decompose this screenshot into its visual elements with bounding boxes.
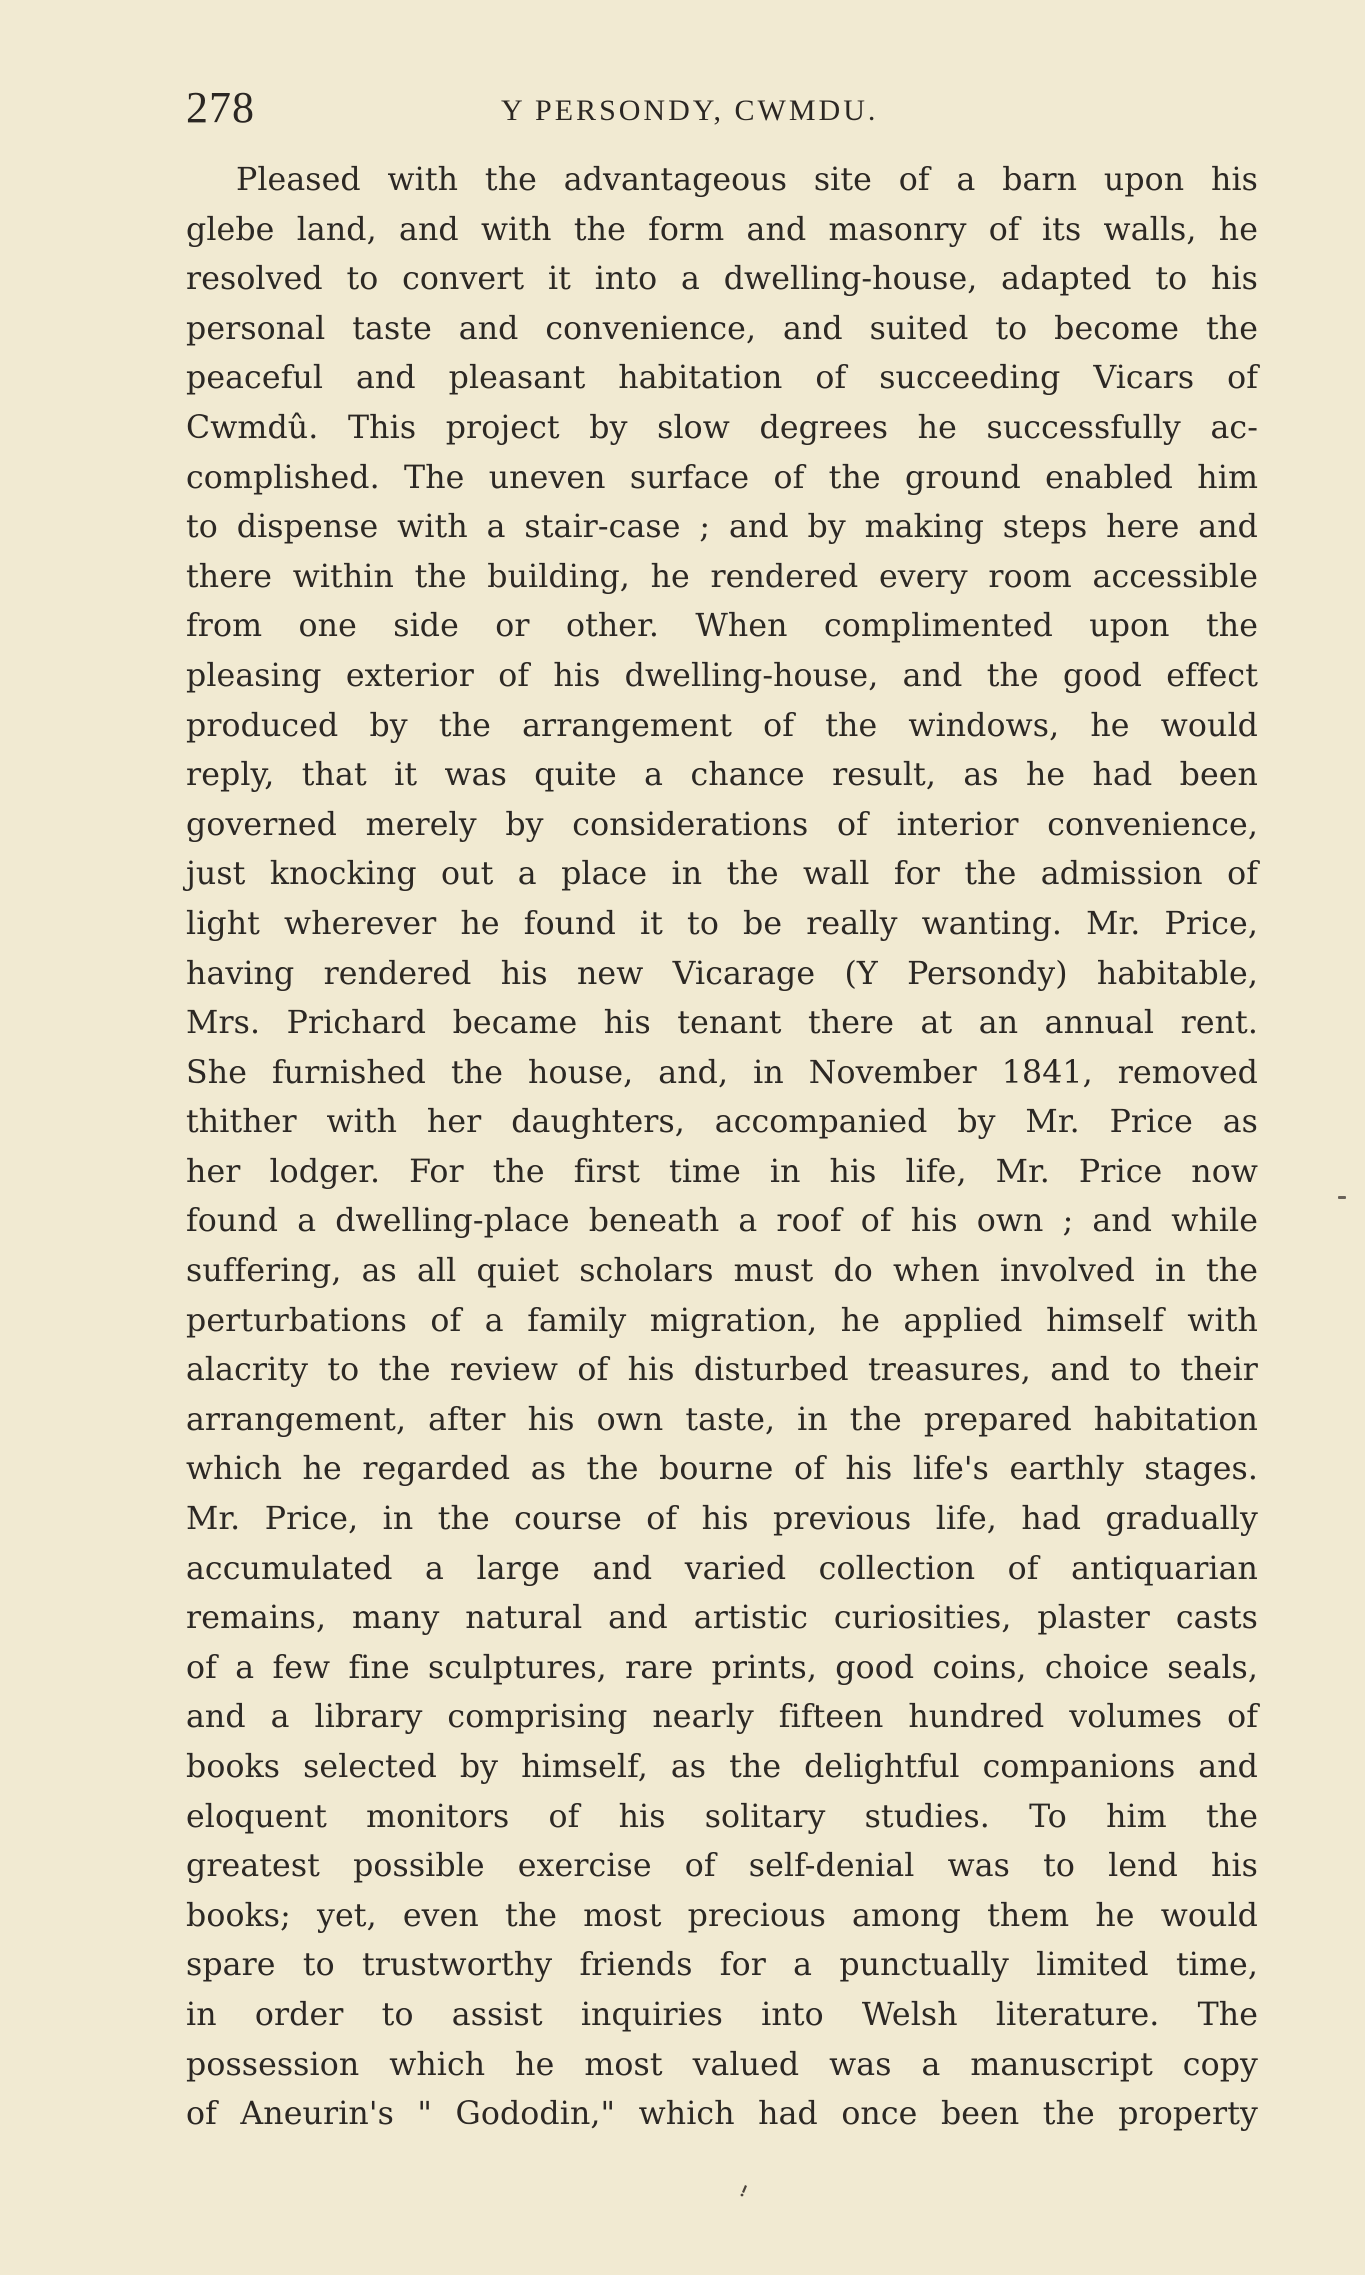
text-line: eloquent monitors of his solitary studies. To him the xyxy=(186,1798,1258,1835)
text-line: Cwmdû. This project by slow degrees he successfully ac- xyxy=(186,409,1258,446)
page-header xyxy=(186,82,1256,142)
text-line: just knocking out a place in the wall for the admission of xyxy=(186,856,1258,893)
text-line: having rendered his new Vicarage (Y Persondy) habitable, xyxy=(186,955,1258,992)
text-line: resolved to convert it into a dwelling-house, adapted to his xyxy=(186,261,1258,298)
text-line: greatest possible exercise of self-denial was to lend his xyxy=(186,1848,1258,1885)
text-line: her lodger. For the first time in his life, Mr. Price now xyxy=(186,1153,1258,1190)
text-line: in order to assist inquiries into Welsh literature. The xyxy=(186,1996,1258,2033)
text-line: books selected by himself, as the delightful companions and xyxy=(186,1749,1258,1785)
text-line: to dispense with a stair-case ; and by making steps here and xyxy=(186,509,1258,546)
text-line: of a few fine sculptures, rare prints, good coins, choice seals, xyxy=(186,1649,1258,1686)
ink-speck xyxy=(739,2184,749,2198)
text-line: accumulated a large and varied collection of antiquarian xyxy=(186,1550,1258,1587)
text-line: personal taste and convenience, and suited to become the xyxy=(186,310,1258,347)
text-line: complished. The uneven surface of the ground enabled him xyxy=(186,459,1258,496)
text-line: spare to trustworthy friends for a punctually limited time, xyxy=(186,1947,1258,1984)
text-line: from one side or other. When complimented upon the xyxy=(186,608,1258,645)
text-line: She furnished the house, and, in November 1841, removed xyxy=(186,1054,1258,1091)
text-line: governed merely by considerations of interior convenience, xyxy=(186,806,1258,843)
text-line: Pleased with the advantageous site of a barn upon his xyxy=(236,162,1258,198)
text-line: produced by the arrangement of the windows, he would xyxy=(186,707,1258,744)
text-line: there within the building, he rendered every room accessible xyxy=(186,558,1258,595)
text-line: thither with her daughters, accompanied by Mr. Price as xyxy=(186,1104,1258,1141)
text-line: arrangement, after his own taste, in the prepared habitation xyxy=(186,1401,1258,1438)
text-line: books; yet, even the most precious among them he would xyxy=(186,1897,1258,1934)
text-line: alacrity to the review of his disturbed treasures, and to their xyxy=(186,1352,1258,1389)
text-line: peaceful and pleasant habitation of succeeding Vicars of xyxy=(186,360,1258,397)
text-line: found a dwelling-place beneath a roof of his own ; and while xyxy=(186,1203,1258,1240)
text-line: pleasing exterior of his dwelling-house, and the good effect xyxy=(186,657,1258,694)
text-line: of Aneurin's " Gododin," which had once been the property xyxy=(186,2096,1258,2133)
text-line: possession which he most valued was a manuscript copy xyxy=(186,2046,1258,2083)
page-number: 278 xyxy=(186,83,255,132)
text-line: glebe land, and with the form and masonry of its walls, he xyxy=(186,211,1258,248)
text-line: remains, many natural and artistic curiosities, plaster casts xyxy=(186,1600,1258,1637)
text-line: light wherever he found it to be really wanting. Mr. Price, xyxy=(186,905,1258,942)
body-paragraph xyxy=(186,156,1258,2140)
margin-mark xyxy=(1338,1196,1346,1199)
text-line: suffering, as all quiet scholars must do when involved in the xyxy=(186,1253,1258,1290)
text-line: which he regarded as the bourne of his life's earthly stages. xyxy=(186,1451,1258,1488)
text-line: and a library comprising nearly fifteen hundred volumes of xyxy=(186,1699,1258,1736)
running-title: Y PERSONDY, CWMDU. xyxy=(501,94,879,127)
text-line: perturbations of a family migration, he applied himself with xyxy=(186,1302,1258,1339)
text-line: Mr. Price, in the course of his previous life, had gradually xyxy=(186,1501,1258,1538)
text-line: reply, that it was quite a chance result, as he had been xyxy=(186,757,1258,794)
text-line: Mrs. Prichard became his tenant there at an annual rent. xyxy=(186,1005,1258,1042)
